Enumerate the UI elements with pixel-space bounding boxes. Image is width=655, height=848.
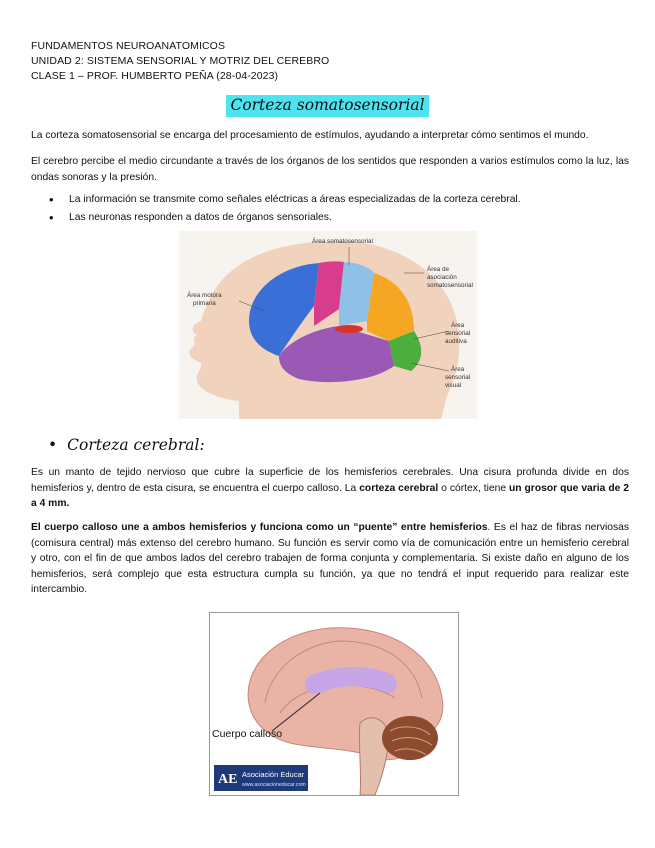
brain-sagittal-illustration	[210, 613, 458, 795]
label-visual-2: sensorial	[445, 374, 471, 381]
section-paragraph-2	[31, 520, 629, 598]
corpus-callosum-figure	[209, 612, 459, 796]
bold-text: El cuerpo calloso une a ambos hemisferios y funciona como un “puente” entre hemisferios	[31, 522, 488, 533]
text-span: . Es el haz de fibras nerviosas (comisura central) más extenso del cerebro humano. Su función es servir como vía de comunicación entre un hemisferio cerebral y otro, con el fin de que ambos lados del cerebro trabajen de forma conjunta y complementaria. Si existe daño en alguno de los hemisferios, será complejo que esta estructura cumpla su función, ya que no tendrá el input requerido para realizar este intercambio.	[31, 522, 630, 595]
header-line-3: CLASE 1 – PROF. HUMBERTO PEÑA (28-04-2023)	[31, 70, 279, 82]
label-motora-2: primaria	[193, 300, 216, 307]
list-item: • Las neuronas responden a datos de órganos sensoriales.	[45, 209, 625, 227]
bold-text: un grosor que varia de 2 a 4 mm.	[31, 482, 629, 509]
title-container	[0, 95, 655, 117]
label-asociacion-3: somatosensorial	[427, 282, 473, 289]
label-asociacion-2: asociación	[427, 274, 457, 281]
label-visual-3: visual	[445, 382, 462, 389]
intro-paragraph-2: El cerebro percibe el medio circundante a través de los órganos de los sentidos que responden a varios estímulos como la luz, las ondas sonoras y la presión.	[31, 156, 629, 183]
logo-url: www.asociacioneducar.com	[242, 782, 306, 788]
label-motora-1: Área motora	[187, 292, 222, 299]
page-title: Corteza somatosensorial	[226, 95, 428, 117]
logo-name: Asociación Educar	[242, 770, 305, 779]
intro-paragraph-1: La corteza somatosensorial se encarga del procesamiento de estímulos, ayudando a interpretar cómo sentimos el mundo.	[31, 130, 589, 141]
brain-lateral-illustration	[179, 231, 477, 419]
list-item: • La información se transmite como señales eléctricas a áreas especializadas de la corteza cerebral.	[45, 191, 625, 209]
bullet-icon: •	[48, 436, 58, 454]
bullet-list	[45, 191, 625, 227]
section-title: Corteza cerebral:	[67, 436, 205, 454]
bold-text: corteza cerebral	[359, 482, 439, 494]
label-cuerpo-calloso: Cuerpo calloso	[212, 728, 283, 740]
label-auditiva-3: auditiva	[445, 338, 467, 345]
text-span: o córtex, tiene	[438, 482, 509, 494]
text-span: Es un manto de tejido nervioso que cubre la superficie de los hemisferios cerebrales. Una cisura profunda divide en dos hemisferios y, dentro de esta cisura, se encuentra el cuerpo calloso. La	[31, 467, 629, 494]
label-auditiva-2: sensorial	[445, 330, 471, 337]
header-line-2: UNIDAD 2: SISTEMA SENSORIAL Y MOTRIZ DEL CEREBRO	[31, 55, 330, 67]
logo-mark: AE	[218, 772, 238, 787]
label-somatosensorial: Área somatosensorial	[312, 238, 373, 245]
label-visual-1: Área	[451, 366, 465, 373]
label-asociacion-1: Área de	[427, 266, 450, 273]
header-line-1: FUNDAMENTOS NEUROANATOMICOS	[31, 40, 226, 52]
section-paragraph-1	[31, 465, 629, 512]
brain-lateral-figure	[179, 231, 477, 419]
label-auditiva-1: Área	[451, 322, 465, 329]
section-heading	[48, 436, 205, 454]
